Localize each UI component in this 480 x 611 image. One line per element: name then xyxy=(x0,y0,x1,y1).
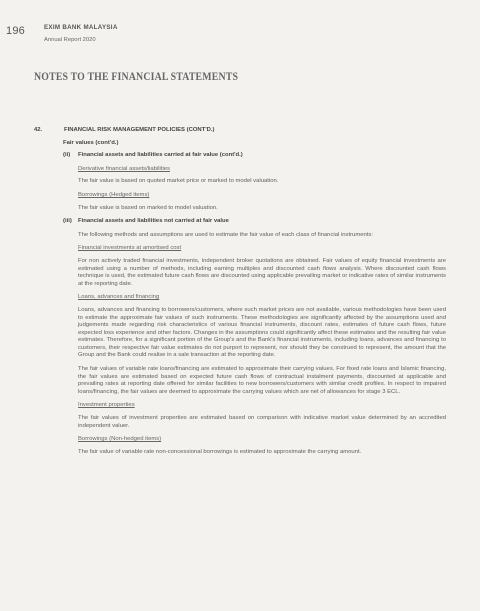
part2-body xyxy=(78,166,446,212)
part3-body xyxy=(78,232,446,457)
loans-text-1: Loans, advances and financing to borrowers/customers, where such market prices are not available, various methodologies have been used to estimate the approximate fair values of such instruments. These methodologies are significantly affected by the assumptions used and judgements made regarding risk characteristics of various financial instruments, discount rates, estimates of future cash flows, future expected loss experience and other factors. Changes in the assumptions could significantly affect these estimates and the resulting fair value estimates. Therefore, for a significant portion of the Group's and the Bank's financial instruments, including loans, advances and financing to customers, their respective fair value estimates do not purport to represent, nor should they be construed to represent, the amount that the Group and the Bank could realise in a sale transaction at the reporting date. xyxy=(78,306,446,359)
part3-heading xyxy=(63,218,446,226)
borrowings-hedged-text: The fair value is based on marked to model valuation. xyxy=(78,204,218,211)
investments-heading: Financial investments at amortised cost xyxy=(78,245,182,252)
part2-title: Financial assets and liabilities carried at fair value (cont'd.) xyxy=(78,152,243,159)
investments-text: For non actively traded financial investments, independent broker quotations are obtained. Fair values of equity financial investments are estimated using a number of methods, including earning multiples and discounted cash flows analysis. Where discounted cash flows technique is used, the estimated future cash flows are discounted using applicable prevailing market or indicative rates of similar instruments at the reporting date. xyxy=(78,257,446,287)
part3-intro: The following methods and assumptions are used to estimate the fair value of each class of financial instruments: xyxy=(78,231,374,238)
section-title: FINANCIAL RISK MANAGEMENT POLICIES (CONT'D.) xyxy=(64,127,215,133)
borrowings-nonhedged-heading: Borrowings (Non-hedged items) xyxy=(78,436,162,443)
part3-title: Financial assets and liabilities not carried at fair value xyxy=(78,218,229,225)
section-number: 42. xyxy=(34,127,43,133)
page-number: 196 xyxy=(6,25,25,37)
bank-name: EXIM BANK MALAYSIA xyxy=(44,24,118,31)
fair-values-heading: Fair values (cont'd.) xyxy=(63,139,119,146)
loans-heading: Loans, advances and financing xyxy=(78,294,160,301)
notes-title: NOTES TO THE FINANCIAL STATEMENTS xyxy=(34,69,239,83)
borrowings-hedged-heading: Borrowings (Hedged items) xyxy=(78,191,150,198)
part2-heading xyxy=(63,152,446,160)
investment-properties-heading: Investment properties xyxy=(78,402,135,409)
report-title: Annual Report 2020 xyxy=(44,37,96,43)
part2-roman: (ii) xyxy=(63,152,71,159)
section-heading xyxy=(34,127,446,135)
investment-properties-text: The fair values of investment properties are estimated based on comparison with indicative market value determined by an accredited independent valuer. xyxy=(78,415,446,429)
loans-text-2: The fair values of variable rate loans/financing are estimated to approximate their carrying values. For fixed rate loans and Islamic financing, the fair values are estimated based on expected future cash flows of contractual instalment payments, discounted at applicable and prevailing rates at reporting date offered for similar facilities to new borrowers/customers with similar credit profiles. In respect to impaired loans/financing, the fair values are deemed to approximate the carrying values which are net of allowances for stage 3 ECL. xyxy=(78,366,446,395)
part3-roman: (iii) xyxy=(63,218,72,225)
borrowings-nonhedged-text: The fair value of variable rate non-concessional borrowings is estimated to approximate the carrying amount. xyxy=(78,448,362,455)
derivative-text: The fair value is based on quoted market price or marked to model valuation. xyxy=(78,178,279,185)
notes-content xyxy=(34,127,446,462)
derivative-heading: Derivative financial assets/liabilities xyxy=(78,165,170,172)
